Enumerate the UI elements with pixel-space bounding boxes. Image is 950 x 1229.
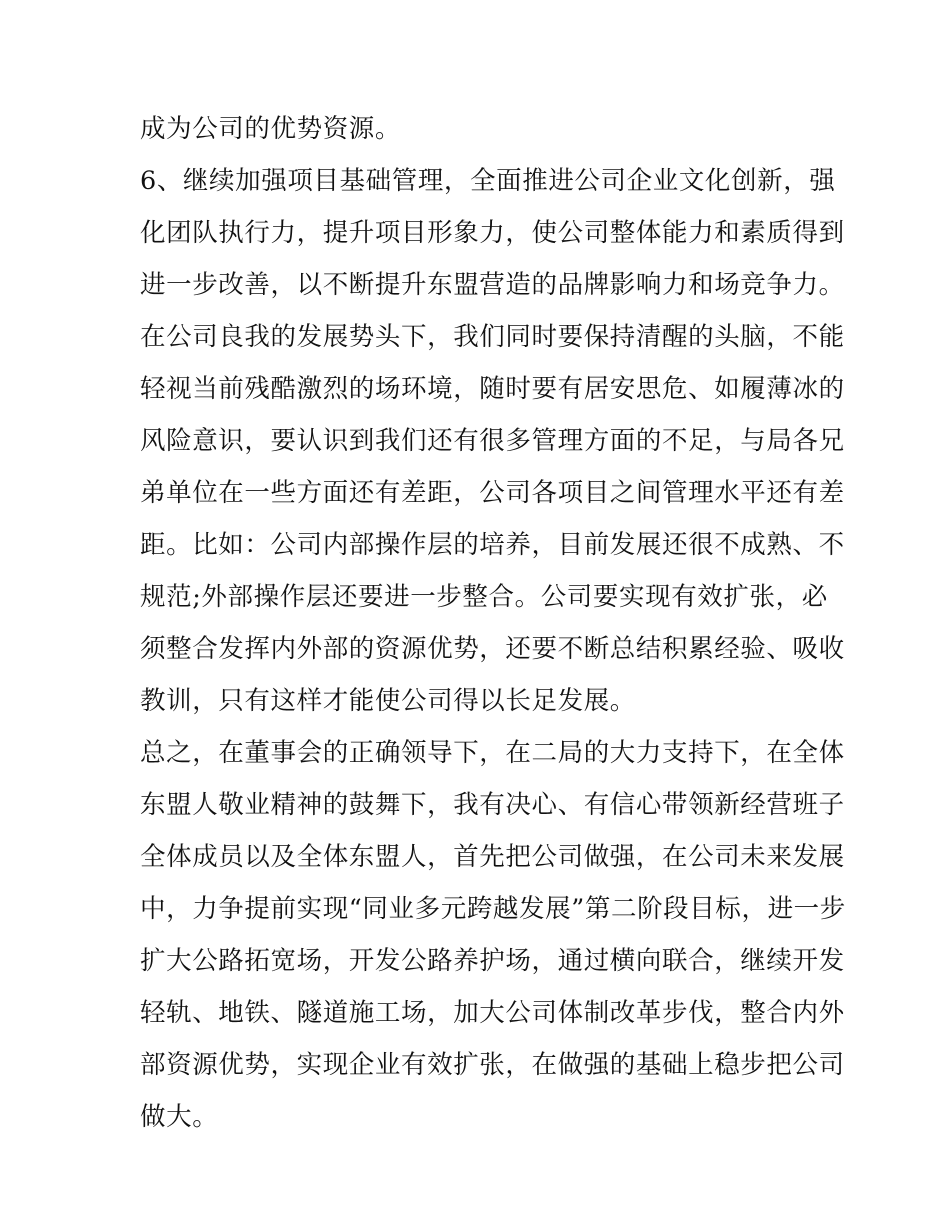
text-line: 部资源优势，实现企业有效扩张，在做强的基础上稳步把公司: [140, 1050, 845, 1080]
text-line: 教训，只有这样才能使公司得以长足发展。: [140, 686, 636, 716]
text-line: 6、继续加强项目基础管理，全面推进公司企业文化创新，强: [140, 166, 836, 196]
text-line: 在公司良我的发展势头下，我们同时要保持清醒的头脑，不能: [140, 322, 845, 352]
text-line: 风险意识，要认识到我们还有很多管理方面的不足，与局各兄: [140, 426, 845, 456]
text-line: 中，力争提前实现“同业多元跨越发展”第二阶段目标，进一步: [140, 894, 846, 924]
text-line: 总之，在董事会的正确领导下，在二局的大力支持下，在全体: [140, 738, 845, 768]
text-line: 东盟人敬业精神的鼓舞下，我有决心、有信心带领新经营班子: [140, 790, 845, 820]
text-line: 轻视当前残酷激烈的场环境，随时要有居安思危、如履薄冰的: [140, 374, 845, 404]
text-line: 距。比如：公司内部操作层的培养，目前发展还很不成熟、不: [140, 530, 845, 560]
text-line: 扩大公路拓宽场，开发公路养护场，通过横向联合，继续开发: [140, 946, 845, 976]
text-line: 须整合发挥内外部的资源优势，还要不断总结积累经验、吸收: [140, 634, 845, 664]
text-line: 成为公司的优势资源。: [140, 114, 402, 144]
text-line: 规范;外部操作层还要进一步整合。公司要实现有效扩张，必: [140, 582, 828, 612]
text-line: 弟单位在一些方面还有差距，公司各项目之间管理水平还有差: [140, 478, 845, 508]
document-body: [140, 103, 846, 1143]
text-line: 做大。: [140, 1102, 219, 1132]
text-line: 全体成员以及全体东盟人，首先把公司做强，在公司未来发展: [140, 842, 845, 872]
text-line: 轻轨、地铁、隧道施工场，加大公司体制改革步伐，整合内外: [140, 998, 845, 1028]
text-line: 化团队执行力，提升项目形象力，使公司整体能力和素质得到: [140, 218, 845, 248]
text-line: 进一步改善，以不断提升东盟营造的品牌影响力和场竞争力。: [140, 270, 845, 300]
